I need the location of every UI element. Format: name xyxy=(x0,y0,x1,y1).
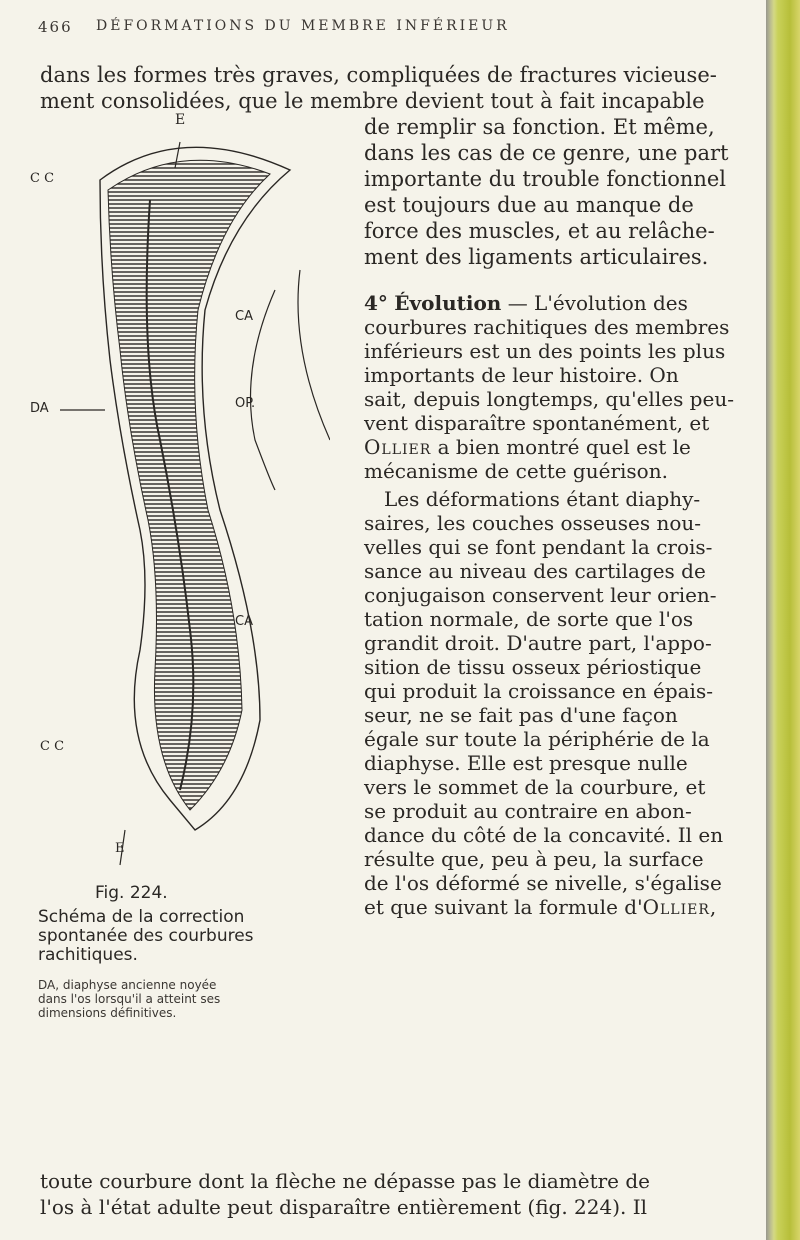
section-heading-number: 4° xyxy=(364,291,388,315)
figure-note-line-2: dans l'os lorsqu'il a atteint ses xyxy=(38,992,221,1006)
section-line: seur, ne se fait pas d'une façon xyxy=(364,703,678,727)
section-heading-rest: — L'évolution des xyxy=(501,291,688,315)
section-line: saires, les couches osseuses nou- xyxy=(364,511,702,535)
section-line: courbures rachitiques des membres xyxy=(364,315,730,339)
curve-line xyxy=(251,290,276,490)
section-line: qui produit la croissance en épais- xyxy=(364,679,713,703)
intro-line-3: de remplir sa fonction. Et même, xyxy=(364,115,715,139)
intro-line-4: dans les cas de ce genre, une part xyxy=(364,141,729,165)
section-line: sance au niveau des cartilages de xyxy=(364,559,706,583)
label-cc-top: C C xyxy=(30,171,55,186)
section-line-author xyxy=(364,434,691,460)
figure-caption-line-2: spontanée des courbures xyxy=(38,926,254,946)
running-header xyxy=(38,18,778,42)
section-line: de l'os déformé se nivelle, s'égalise xyxy=(364,871,722,895)
intro-line-8: ment des ligaments articulaires. xyxy=(364,245,709,269)
closing-line-2: l'os à l'état adulte peut disparaître entièrement (fig. 224). Il xyxy=(40,1195,648,1219)
section-line: égale sur toute la périphérie de la xyxy=(364,727,710,751)
section-line-author-2 xyxy=(364,894,717,920)
section-heading-line xyxy=(364,290,688,316)
section-line: conjugaison conservent leur orien- xyxy=(364,583,717,607)
figure-note-line-1: DA, diaphyse ancienne noyée xyxy=(38,978,217,992)
section-line: se produit au contraire en abon- xyxy=(364,799,692,823)
section-line: dance du côté de la concavité. Il en xyxy=(364,823,724,847)
page-number: 466 xyxy=(38,18,73,36)
section-line: importants de leur histoire. On xyxy=(364,363,679,387)
section-line: résulte que, peu à peu, la surface xyxy=(364,847,704,871)
section-line: sait, depuis longtemps, qu'elles peu- xyxy=(364,387,734,411)
section-line: mécanisme de cette guérison. xyxy=(364,459,668,483)
section-heading-title: Évolution xyxy=(394,291,502,315)
label-da: DA xyxy=(30,401,49,416)
figure-caption-title: Fig. 224. xyxy=(95,883,168,903)
figure-caption-line-3: rachitiques. xyxy=(38,945,138,965)
label-e-bottom: E xyxy=(115,841,125,856)
label-ca-top: CA xyxy=(235,309,253,324)
section-line-start: et que suivant la formule d' xyxy=(364,895,643,919)
intro-line-2: ment consolidées, que le membre devient tout à fait incapable xyxy=(40,89,705,113)
section-line: sition de tissu osseux périostique xyxy=(364,655,702,679)
intro-line-5: importante du trouble fonctionnel xyxy=(364,167,727,191)
section-line-rest: a bien montré quel est le xyxy=(437,435,691,459)
intro-line-6: est toujours due au manque de xyxy=(364,193,694,217)
section-line: vers le sommet de la courbure, et xyxy=(364,775,706,799)
label-ca-mid: CA xyxy=(235,614,253,629)
curve-line xyxy=(298,270,330,440)
section-line: velles qui se font pendant la crois- xyxy=(364,535,713,559)
figure-caption-line-1: Schéma de la correction xyxy=(38,907,245,927)
page-edge-decoration xyxy=(766,0,800,1240)
section-line: diaphyse. Elle est presque nulle xyxy=(364,751,688,775)
hatched-region xyxy=(108,160,270,810)
author-name-2: Ollier, xyxy=(642,895,718,919)
label-op: OP. xyxy=(235,396,256,411)
section-line: inférieurs est un des points les plus xyxy=(364,339,726,363)
closing-line-1: toute courbure dont la flèche ne dépasse pas le diamètre de xyxy=(40,1169,651,1193)
running-title: DÉFORMATIONS DU MEMBRE INFÉRIEUR xyxy=(96,18,510,34)
author-name: Ollier xyxy=(364,435,432,459)
label-cc-bottom: C C xyxy=(40,739,65,754)
section-line: tation normale, de sorte que l'os xyxy=(364,607,694,631)
section-line: vent disparaître spontanément, et xyxy=(364,411,710,435)
section-line: grandit droit. D'autre part, l'appo- xyxy=(364,631,712,655)
label-e-top: E xyxy=(175,112,186,128)
figure-schematic xyxy=(30,110,330,870)
intro-line-1: dans les formes très graves, compliquées de fractures vicieuse- xyxy=(40,63,717,87)
figure-note-line-3: dimensions définitives. xyxy=(38,1006,177,1020)
intro-line-7: force des muscles, et au relâche- xyxy=(364,219,715,243)
section-line: Les déformations étant diaphy- xyxy=(384,487,701,511)
bone-diagram xyxy=(30,110,330,870)
